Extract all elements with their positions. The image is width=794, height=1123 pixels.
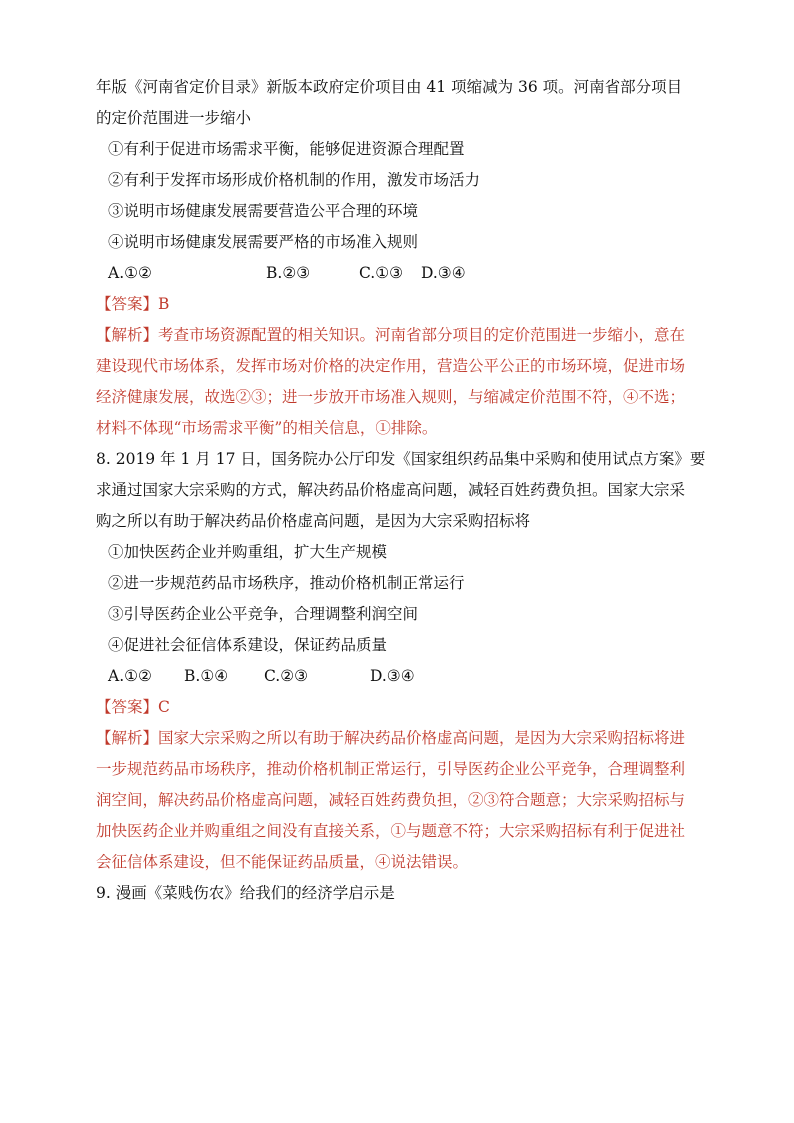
q8-analysis-line-4: 加快医药企业并购重组之间没有直接关系，①与题意不符；大宗采购招标有利于促进社: [96, 822, 686, 840]
q8-options: [96, 661, 706, 692]
q7-option-a: A.①②: [108, 264, 152, 282]
q7-answer-value: B: [158, 295, 170, 313]
q8-answer-label: 【答案】: [96, 698, 159, 716]
q7-option-c: C.①③: [359, 264, 404, 282]
q8-analysis-label: 【解析】: [96, 729, 159, 747]
q8-option-c: C.②③: [264, 667, 309, 685]
q8-answer: [96, 692, 706, 723]
q8-stem-line-3: 购之所以有助于解决药品价格虚高问题，是因为大宗采购招标将: [96, 512, 531, 530]
q8-analysis-line-5: 会征信体系建设，但不能保证药品质量，④说法错误。: [96, 853, 469, 871]
q7-analysis-line-4: 材料不体现“市场需求平衡”的相关信息，①排除。: [96, 419, 438, 437]
q8-analysis-line-1: [96, 723, 706, 754]
q8-item-4: ④促进社会征信体系建设，保证药品质量: [108, 636, 388, 654]
q7-item-4: ④说明市场健康发展需要严格的市场准入规则: [108, 233, 419, 251]
q7-options: [96, 258, 706, 289]
q7-analysis-label: 【解析】: [96, 326, 159, 344]
q7-analysis-line-2: 建设现代市场体系，发挥市场对价格的决定作用，营造公平公正的市场环境，促进市场: [96, 357, 686, 375]
q8-item-3: ③引导医药企业公平竞争，合理调整利润空间: [108, 605, 419, 623]
q8-stem-line-2: 求通过国家大宗采购的方式，解决药品价格虚高问题，减轻百姓药费负担。国家大宗采: [96, 481, 686, 499]
q7-item-2: ②有利于发挥市场形成价格机制的作用，激发市场活力: [108, 171, 481, 189]
q7-stem-line-2: 的定价范围进一步缩小: [96, 109, 252, 127]
q7-item-3: ③说明市场健康发展需要营造公平合理的环境: [108, 202, 419, 220]
q8-stem-line-1: 8. 2019 年 1 月 17 日，国务院办公厅印发《国家组织药品集中采购和使用试点方案》要: [96, 450, 706, 468]
q7-analysis-text-1: 考查市场资源配置的相关知识。河南省部分项目的定价范围进一步缩小，意在: [158, 326, 686, 344]
q8-answer-value: C: [158, 698, 170, 716]
document-page: [96, 72, 706, 909]
q8-item-1: ①加快医药企业并购重组，扩大生产规模: [108, 543, 388, 561]
q7-analysis-line-3: 经济健康发展，故选②③；进一步放开市场准入规则，与缩减定价范围不符，④不选；: [96, 388, 686, 406]
q8-analysis-line-3: 润空间，解决药品价格虚高问题，减轻百姓药费负担，②③符合题意；大宗采购招标与: [96, 791, 686, 809]
q9-stem: 9. 漫画《菜贱伤农》给我们的经济学启示是: [96, 884, 395, 902]
q7-item-1: ①有利于促进市场需求平衡，能够促进资源合理配置: [108, 140, 465, 158]
q7-answer: [96, 289, 706, 320]
q7-stem-line-1: 年版《河南省定价目录》新版本政府定价项目由 41 项缩减为 36 项。河南省部分项目: [96, 78, 683, 96]
q8-analysis-text-1: 国家大宗采购之所以有助于解决药品价格虚高问题，是因为大宗采购招标将进: [158, 729, 686, 747]
q8-item-2: ②进一步规范药品市场秩序，推动价格机制正常运行: [108, 574, 465, 592]
q8-option-d: D.③④: [370, 667, 415, 685]
q8-option-b: B.①④: [184, 667, 229, 685]
q7-analysis-line-1: [96, 320, 706, 351]
q7-option-b: B.②③: [266, 264, 311, 282]
q7-option-d: D.③④: [421, 264, 466, 282]
q8-option-a: A.①②: [108, 667, 152, 685]
q7-answer-label: 【答案】: [96, 295, 159, 313]
q8-analysis-line-2: 一步规范药品市场秩序，推动价格机制正常运行，引导医药企业公平竞争，合理调整利: [96, 760, 686, 778]
